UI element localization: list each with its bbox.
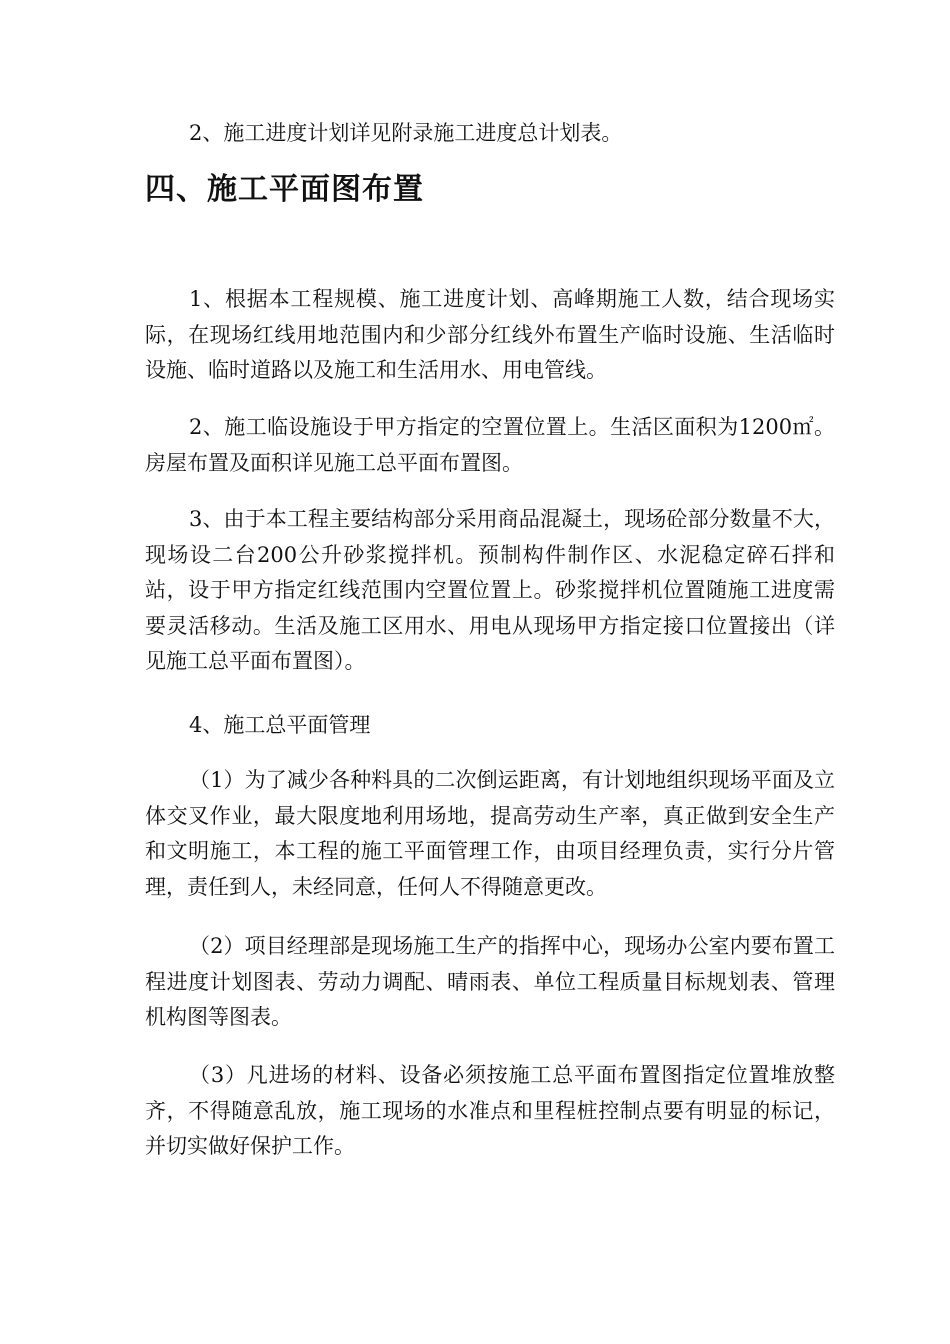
schedule-reference-paragraph: 2、施工进度计划详见附录施工进度总计划表。 xyxy=(189,121,623,145)
paragraph-concrete-mixing: 3、由于本工程主要结构部分采用商品混凝土，现场砼部分数量不大，现场设二台200公升砂浆搅拌机。预制构件制作区、水泥稳定碎石拌和站，设于甲方指定红线范围内空置位置上。砂浆搅拌机位置随施工进度需要灵活移动。生活及施工区用水、用电从现场甲方指定接口位置接出（详见施工总平面布置图）。 xyxy=(145,507,835,673)
paragraph-management-item-2: （2）项目经理部是现场施工生产的指挥中心，现场办公室内要布置工程进度计划图表、劳动力调配、晴雨表、单位工程质量目标规划表、管理机构图等图表。 xyxy=(145,934,835,1029)
section-heading: 四、施工平面图布置 xyxy=(145,172,424,207)
paragraph-management-item-1: （1）为了减少各种料具的二次倒运距离，有计划地组织现场平面及立体交叉作业，最大限度地利用场地，提高劳动生产率，真正做到安全生产和文明施工，本工程的施工平面管理工作，由项目经理负责，实行分片管理，责任到人，未经同意，任何人不得随意更改。 xyxy=(145,768,835,899)
paragraph-layout-basis: 1、根据本工程规模、施工进度计划、高峰期施工人数，结合现场实际，在现场红线用地范围内和少部分红线外布置生产临时设施、生活临时设施、临时道路以及施工和生活用水、用电管线。 xyxy=(145,287,835,382)
paragraph-temporary-facilities: 2、施工临设施设于甲方指定的空置位置上。生活区面积为1200㎡。房屋布置及面积详见施工总平面布置图。 xyxy=(145,415,835,475)
paragraph-management-item-3: （3）凡进场的材料、设备必须按施工总平面布置图指定位置堆放整齐，不得随意乱放，施工现场的水准点和里程桩控制点要有明显的标记，并切实做好保护工作。 xyxy=(145,1063,835,1158)
paragraph-site-management-title: 4、施工总平面管理 xyxy=(189,713,371,737)
